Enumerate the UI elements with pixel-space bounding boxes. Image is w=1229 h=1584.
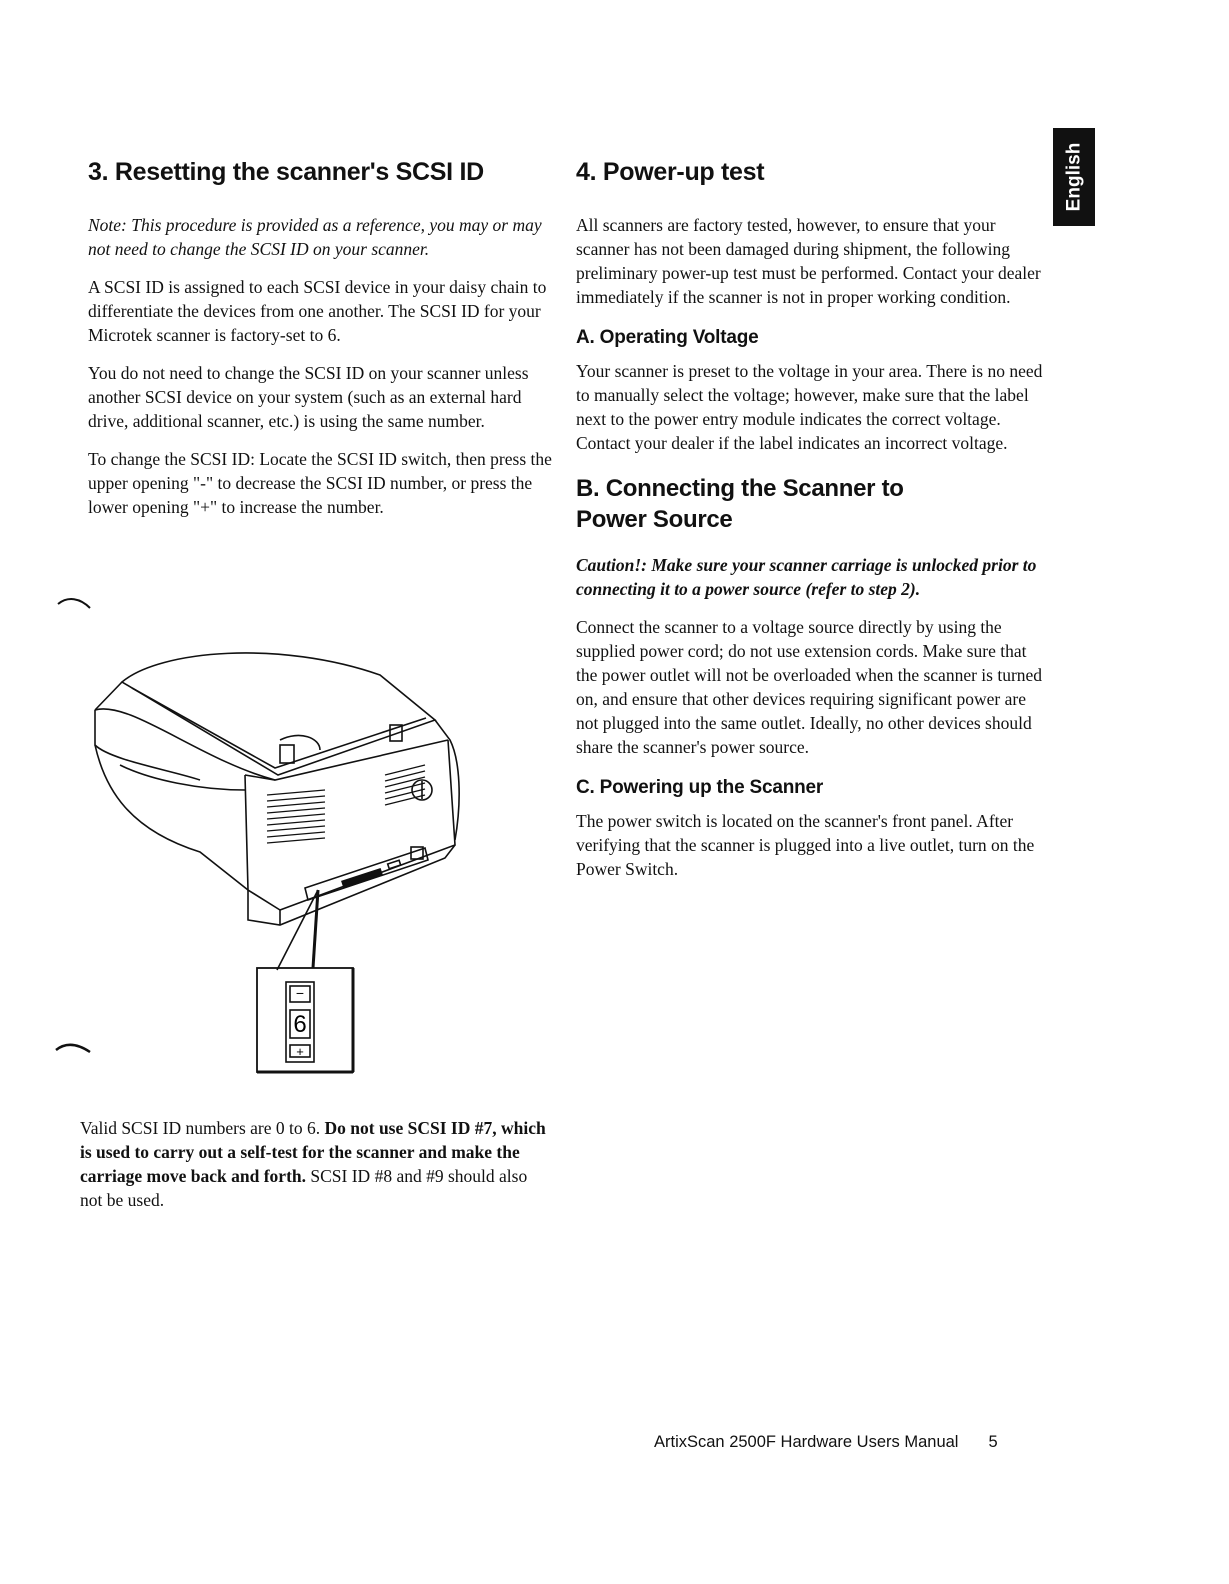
page-number: 5 bbox=[988, 1433, 998, 1451]
page-footer bbox=[654, 1433, 998, 1452]
powering-up-text: The power switch is located on the scanner's front panel. After verifying that the scanner is plugged into a live outlet, turn on the Power Switch. bbox=[576, 811, 1035, 879]
caution-text: Caution!: Make sure your scanner carriage is unlocked prior to connecting it to a power source (refer to step 2). bbox=[576, 555, 1037, 599]
valid-bold-warning: Do not use SCSI ID #7, which is used to carry out a self-test for the scanner and make the carriage move back and forth. bbox=[80, 1118, 546, 1186]
section3-para2: You do not need to change the SCSI ID on your scanner unless another SCSI device on your system (such as an external hard drive, additional scanner, etc.) is using the same number. bbox=[88, 363, 529, 431]
section4-intro: All scanners are factory tested, however, to ensure that your scanner has not been damaged during shipment, the following preliminary power-up test must be performed. Contact your dealer immediately if the scanner is not in proper working condition. bbox=[576, 215, 1041, 307]
scanner-illustration bbox=[50, 590, 560, 1090]
switch-plus-label: + bbox=[296, 1044, 304, 1059]
powering-up-heading: C. Powering up the Scanner bbox=[576, 777, 824, 798]
language-tab-label: English bbox=[1063, 142, 1084, 212]
manual-title: ArtixScan 2500F Hardware Users Manual bbox=[654, 1433, 959, 1451]
language-tab bbox=[1053, 128, 1095, 226]
scanner-drawing bbox=[50, 590, 560, 1090]
section3-note: Note: This procedure is provided as a reference, you may or may not need to change the SCSI ID on your scanner. bbox=[88, 215, 542, 259]
voltage-heading: A. Operating Voltage bbox=[576, 327, 759, 348]
section-scsi-id bbox=[88, 150, 558, 519]
valid-end-text: SCSI ID #8 and #9 should also not be used. bbox=[80, 1166, 528, 1210]
section3-heading: 3. Resetting the scanner's SCSI ID bbox=[88, 158, 484, 186]
voltage-text: Your scanner is preset to the voltage in your area. There is no need to manually select the voltage; however, make sure that the label next to the power entry module indicates the correct voltage. Contact your dealer if the label indicates an incorrect voltage. bbox=[576, 361, 1043, 453]
switch-value-label: 6 bbox=[293, 1011, 307, 1038]
section3-para1: A SCSI ID is assigned to each SCSI device in your daisy chain to differentiate the devices from one another. The SCSI ID for your Microtek scanner is factory-set to 6. bbox=[88, 277, 547, 345]
power-source-heading: B. Connecting the Scanner to Power Source bbox=[576, 475, 904, 533]
section-power-up-test bbox=[576, 150, 1046, 881]
valid-scsi-paragraph bbox=[80, 1116, 550, 1212]
valid-plain-text: Valid SCSI ID numbers are 0 to 6. bbox=[80, 1118, 325, 1138]
power-source-text: Connect the scanner to a voltage source directly by using the supplied power cord; do not use extension cords. Make sure that the power outlet will not be overloaded when the scanner is turned on, and ensure that other devices requiring significant power are not plugged into the same outlet. Ideally, no other devices should share the scanner's power source. bbox=[576, 617, 1043, 757]
section4-heading: 4. Power-up test bbox=[576, 158, 765, 186]
section3-para3: To change the SCSI ID: Locate the SCSI ID switch, then press the upper opening "-" to decrease the SCSI ID number, or press the lower opening "+" to increase the number. bbox=[88, 449, 552, 517]
switch-minus-label: − bbox=[295, 985, 305, 1001]
